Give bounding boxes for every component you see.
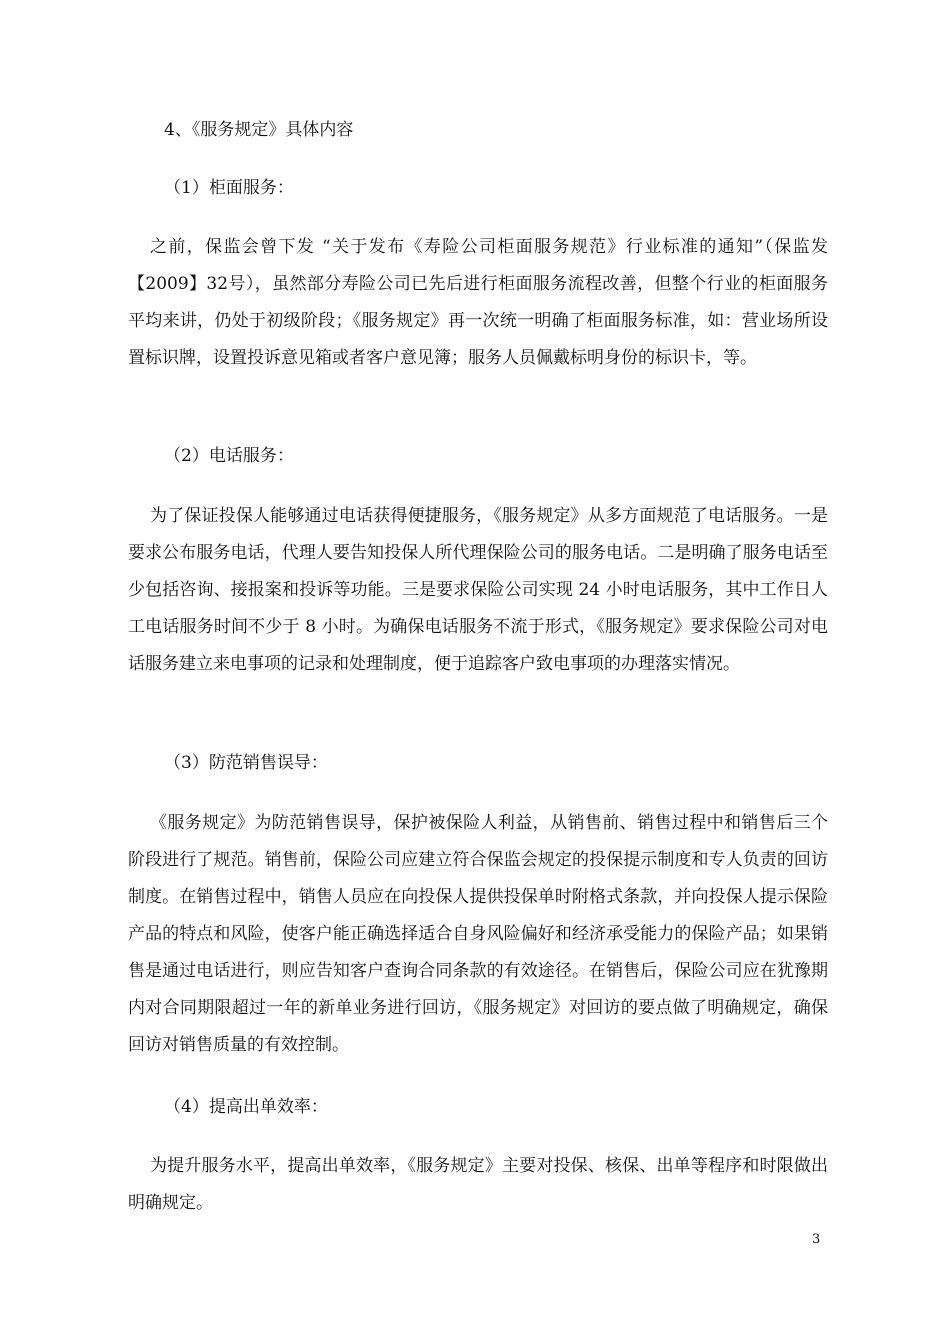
- paragraph-issuance-efficiency: 为提升服务水平，提高出单效率，《服务规定》主要对投保、核保、出单等程序和时限做出明确规定。: [128, 1156, 828, 1213]
- subsection-heading-counter-service: （1）柜面服务：: [164, 178, 294, 198]
- subsection-heading-issuance-efficiency: （4）提高出单效率：: [164, 1097, 328, 1117]
- page-number: 3: [812, 1232, 821, 1247]
- paragraph-counter-service: 之前，保监会曾下发 “关于发布《寿险公司柜面服务规范》行业标准的通知”（保监发【2009】32号），虽然部分寿险公司已先后进行柜面服务流程改善，但整个行业的柜面服务平均来讲，仍处于初级阶段；《服务规定》再一次统一明确了柜面服务标准，如：营业场所设置标识牌，设置投诉意见箱或者客户意见簿；服务人员佩戴标明身份的标识卡，等。: [128, 237, 828, 368]
- paragraph-mis-selling-prevention: 《服务规定》为防范销售误导，保护被保险人利益，从销售前、销售过程中和销售后三个阶段进行了规范。销售前，保险公司应建立符合保监会规定的投保提示制度和专人负责的回访制度。在销售过程中，销售人员应在向投保人提供投保单时附格式条款，并向投保人提示保险产品的特点和风险，使客户能正确选择适合自身风险偏好和经济承受能力的保险产品；如果销售是通过电话进行，则应告知客户查询合同条款的有效途径。在销售后，保险公司应在犹豫期内对合同期限超过一年的新单业务进行回访，《服务规定》对回访的要点做了明确规定，确保回访对销售质量的有效控制。: [128, 813, 828, 1055]
- paragraph-phone-service: 为了保证投保人能够通过电话获得便捷服务，《服务规定》从多方面规范了电话服务。一是要求公布服务电话，代理人要告知投保人所代理保险公司的服务电话。二是明确了服务电话至少包括咨询、接报案和投诉等功能。三是要求保险公司实现 24 小时电话服务，其中工作日人工电话服务时间不少于 8 小时。为确保电话服务不流于形式，《服务规定》要求保险公司对电话服务建立来电事项的记录和处理制度，便于追踪客户致电事项的办理落实情况。: [128, 506, 828, 674]
- subsection-heading-mis-selling-prevention: （3）防范销售误导：: [164, 753, 328, 773]
- section-title: 4、《服务规定》具体内容: [164, 120, 354, 140]
- subsection-heading-phone-service: （2）电话服务：: [164, 446, 294, 466]
